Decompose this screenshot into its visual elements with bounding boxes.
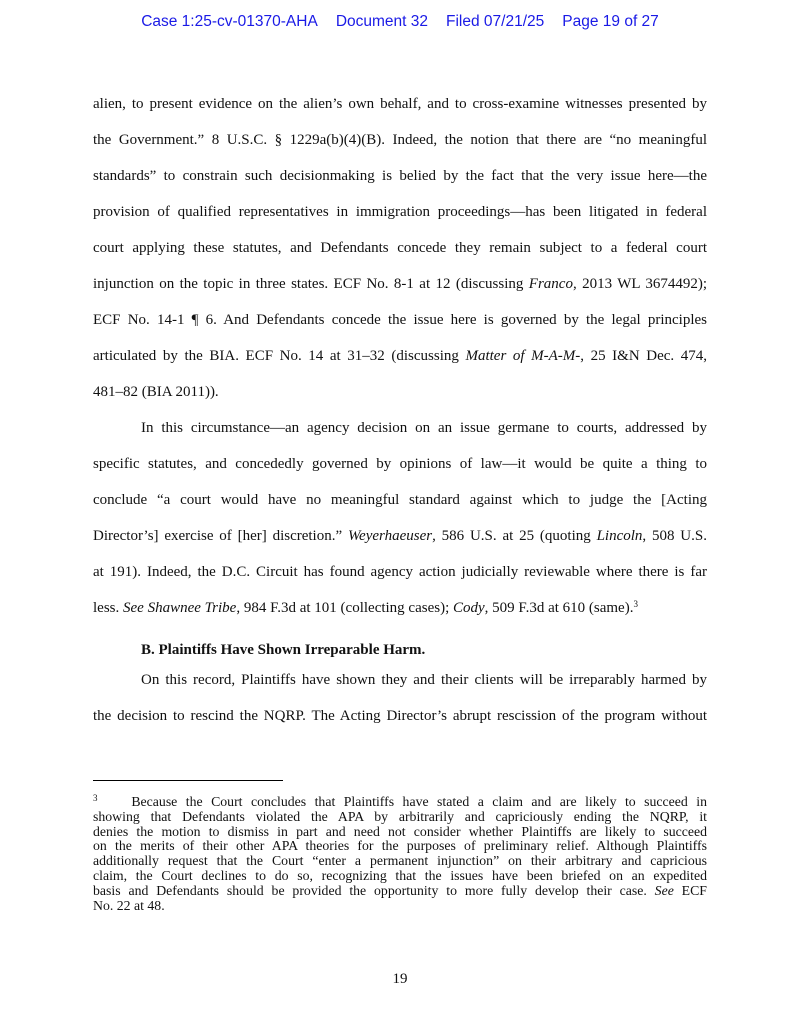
text-line: showing that Defendants violated the APA by arbitrarily and capriciously ending the NQRP, it [93, 808, 707, 824]
text-run: , 984 F.3d at 101 (collecting cases); [236, 600, 453, 616]
text-run: articulated by the BIA. ECF No. 14 at 31–32 (discussing [93, 348, 466, 364]
footnote-marker: 3 [93, 793, 98, 803]
paragraph-3 [93, 662, 707, 734]
text-line [93, 795, 707, 810]
text-line: the Government.” 8 U.S.C. § 1229a(b)(4)(B). Indeed, the notion that there are “no meaningful [93, 132, 707, 148]
text-line: denies the motion to dismiss in part and need not consider whether Plaintiffs are likely to succeed [93, 823, 707, 839]
page-indicator: Page 19 of 27 [562, 13, 659, 30]
text-line: specific statutes, and concededly governed by opinions of law—it would be quite a thing to [93, 456, 707, 472]
text-run: less. [93, 600, 123, 616]
text-line: alien, to present evidence on the alien’s own behalf, and to cross-examine witnesses presented by [93, 96, 707, 112]
text-run: Director’s] exercise of [her] discretion.” [93, 528, 348, 544]
case-citation: See Shawnee Tribe [123, 600, 237, 616]
case-citation: Weyerhaeuser [347, 528, 433, 544]
document-number: Document 32 [335, 13, 429, 30]
filed-date: Filed 07/21/25 [446, 13, 545, 30]
text-run: , 509 F.3d at 610 (same). [484, 600, 634, 616]
text-run: basis and Defendants should be provided the opportunity to more fully develop their case. [93, 882, 655, 898]
text-line: conclude “a court would have no meaningful standard against which to judge the [Acting [93, 492, 707, 508]
text-line: additionally request that the Court “enter a permanent injunction” on their arbitrary and capricious [93, 853, 707, 869]
text-line: the decision to rescind the NQRP. The Acting Director’s abrupt rescission of the program without [93, 708, 707, 724]
text-line: On this record, Plaintiffs have shown they and their clients will be irreparably harmed by [141, 672, 707, 688]
text-line: No. 22 at 48. [93, 897, 165, 913]
text-run: ECF [673, 882, 707, 898]
ecf-header [0, 13, 800, 31]
page-number: 19 [392, 971, 408, 987]
text-line [93, 884, 707, 899]
footnote-reference[interactable]: 3 [633, 599, 638, 609]
text-line [93, 590, 707, 626]
section-heading: B. Plaintiffs Have Shown Irreparable Harm. [141, 642, 426, 658]
text-run: injunction on the topic in three states. ECF No. 8-1 at 12 (discussing [93, 276, 529, 292]
text-line [93, 518, 707, 554]
case-citation: Cody [453, 600, 485, 616]
text-line: at 191). Indeed, the D.C. Circuit has found agency action judicially reviewable where there is far [93, 564, 707, 580]
text-line: court applying these statutes, and Defendants concede they remain subject to a federal court [93, 240, 707, 256]
text-run: , 508 U.S. [642, 528, 707, 544]
text-line [93, 338, 707, 374]
case-citation: Matter of M-A-M- [465, 348, 581, 364]
paragraph-1 [93, 86, 707, 410]
paragraph-2 [93, 410, 707, 626]
footnote-3 [93, 795, 707, 913]
text-line: claim, the Court declines to do so, recognizing that the issues have been briefed on an expedited [93, 867, 707, 883]
case-citation: Franco [528, 276, 573, 292]
text-line: 481–82 (BIA 2011)). [93, 384, 219, 400]
text-run: , 25 I&N Dec. 474, [580, 348, 707, 364]
signal-italic: See [654, 882, 674, 898]
case-number: Case 1:25-cv-01370-AHA [141, 13, 318, 30]
text-run: Because the Court concludes that Plaintiffs have stated a claim and are likely to succeed in [131, 794, 707, 809]
text-run: , 586 U.S. at 25 (quoting [432, 528, 597, 544]
text-line: on the merits of their other APA theories for the purposes of preliminary relief. Although Plaintiffs [93, 838, 707, 854]
text-line: standards” to constrain such decisionmaking is belied by the fact that the very issue here—the [93, 168, 707, 184]
text-line: ECF No. 14-1 ¶ 6. And Defendants concede the issue here is governed by the legal principles [93, 312, 707, 328]
text-line: In this circumstance—an agency decision on an issue germane to courts, addressed by [141, 420, 707, 436]
footnote-separator [93, 780, 283, 781]
text-line: provision of qualified representatives in immigration proceedings—has been litigated in federal [93, 204, 707, 220]
text-run: , 2013 WL 3674492); [572, 276, 708, 292]
case-citation: Lincoln [596, 528, 643, 544]
text-line [93, 266, 707, 302]
